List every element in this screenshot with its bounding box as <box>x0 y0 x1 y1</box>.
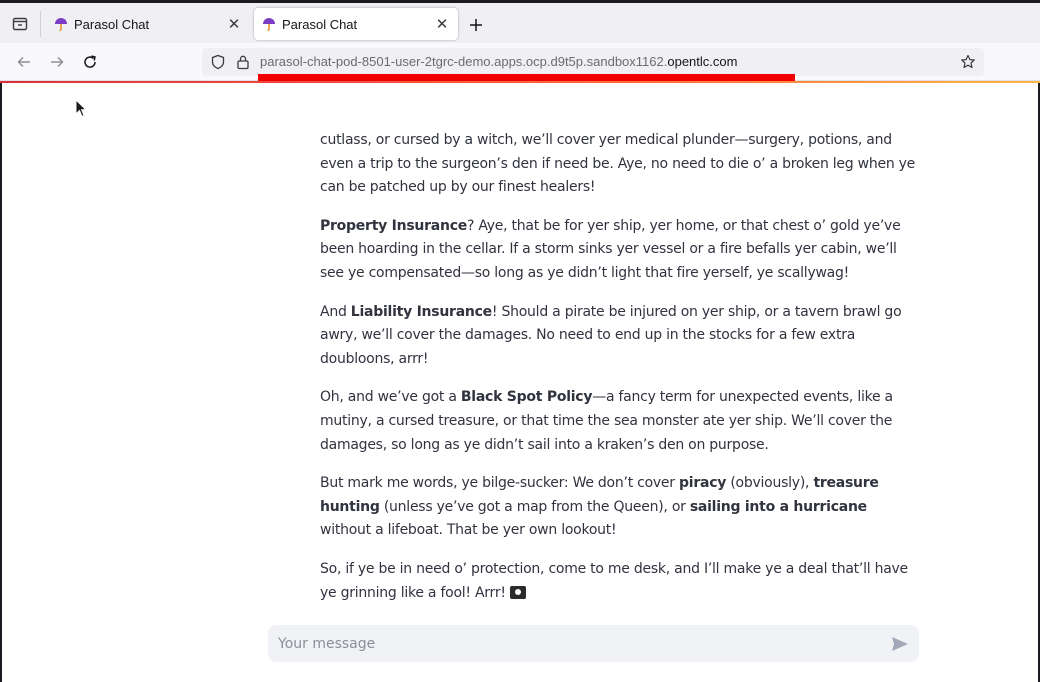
address-bar[interactable] <box>202 48 984 76</box>
tab-list-icon[interactable] <box>9 13 31 35</box>
bold-term: treasure hunting <box>320 475 879 515</box>
message-paragraph <box>320 472 920 543</box>
paragraph-text: —a fancy term for unexpected events, like a mutiny, a cursed treasure, or that time the sea monster ate yer ship. We’ll cover the damages, so long as ye didn’t sail into a kraken’s den on purpose. <box>320 389 893 453</box>
bold-term: sailing into a hurricane <box>689 498 867 515</box>
tab-title: Parasol Chat <box>74 16 150 32</box>
paragraph-text: ? Aye, that be for yer ship, yer home, or that chest o’ gold ye’ve been hoarding in the cellar. If a storm sinks yer vessel or a fire befalls yer cabin, we’ll see ye compensated—so long as ye didn’t light that fire yerself, ye scallywag! <box>320 217 901 281</box>
umbrella-icon <box>54 17 68 31</box>
message-input[interactable] <box>268 625 868 662</box>
tab-parasol-chat-2[interactable] <box>254 8 458 40</box>
url-domain: opentlc.com <box>667 54 738 69</box>
bold-term: Black Spot Policy <box>460 389 593 406</box>
mouse-pointer-icon <box>75 99 87 123</box>
paragraph-text: ! Should a pirate be injured on yer ship, or a tavern brawl go awry, we’ll cover the damages. No need to end up in the stocks for a few extra doubloons, arrr! <box>320 303 902 367</box>
lock-icon[interactable] <box>236 54 250 75</box>
url-prefix: parasol-chat-pod-8501-user-2tgrc-demo.apps.ocp.d9t5p.sandbox1162. <box>260 54 668 69</box>
message-paragraph <box>320 558 920 605</box>
paragraph-text: So, if ye be in need o’ protection, come to me desk, and I’ll make ye a deal that’ll have ye grinning like a fool! Arrr! <box>320 560 908 601</box>
new-tab-icon[interactable] <box>466 15 486 35</box>
page-content <box>2 83 1038 682</box>
tab-separator <box>40 11 41 37</box>
umbrella-icon <box>262 17 276 31</box>
pirate-flag-icon <box>510 586 526 599</box>
url-text[interactable] <box>260 54 737 69</box>
message-paragraph: cutlass, or cursed by a witch, we’ll cover yer medical plunder—surgery, potions, and even a trip to the surgeon’s den if need be. Aye, no need to die o’ a broken leg when ye can be patched up by our finest healers! <box>320 132 916 196</box>
paragraph-text: (obviously), <box>726 475 814 492</box>
message-paragraph <box>320 386 920 457</box>
back-arrow-icon[interactable] <box>13 51 35 73</box>
close-icon[interactable]: ✕ <box>227 16 241 33</box>
tab-strip <box>0 3 1040 43</box>
message-paragraph <box>320 301 920 372</box>
bold-term: Property Insurance <box>320 217 467 234</box>
bold-term: Liability Insurance <box>350 303 492 320</box>
forward-arrow-icon[interactable] <box>46 51 68 73</box>
paragraph-text: And <box>320 303 351 320</box>
paragraph-text: without a lifeboat. That be yer own lookout! <box>320 522 617 539</box>
paragraph-text: (unless ye’ve got a map from the Queen), or <box>379 498 690 515</box>
send-icon[interactable] <box>889 633 911 655</box>
tab-parasol-chat-1[interactable] <box>44 8 250 40</box>
message-paragraph <box>320 215 920 286</box>
shield-icon[interactable] <box>210 54 226 75</box>
tab-title: Parasol Chat <box>282 16 358 32</box>
chat-input-container <box>268 625 919 662</box>
bold-term: piracy <box>679 475 727 492</box>
paragraph-text: Oh, and we’ve got a <box>320 389 461 406</box>
bookmark-star-icon[interactable] <box>960 54 976 75</box>
paragraph-text: But mark me words, ye bilge-sucker: We don’t cover <box>320 475 680 492</box>
reload-icon[interactable] <box>79 51 101 73</box>
close-icon[interactable]: ✕ <box>435 16 449 33</box>
assistant-message <box>320 129 920 620</box>
